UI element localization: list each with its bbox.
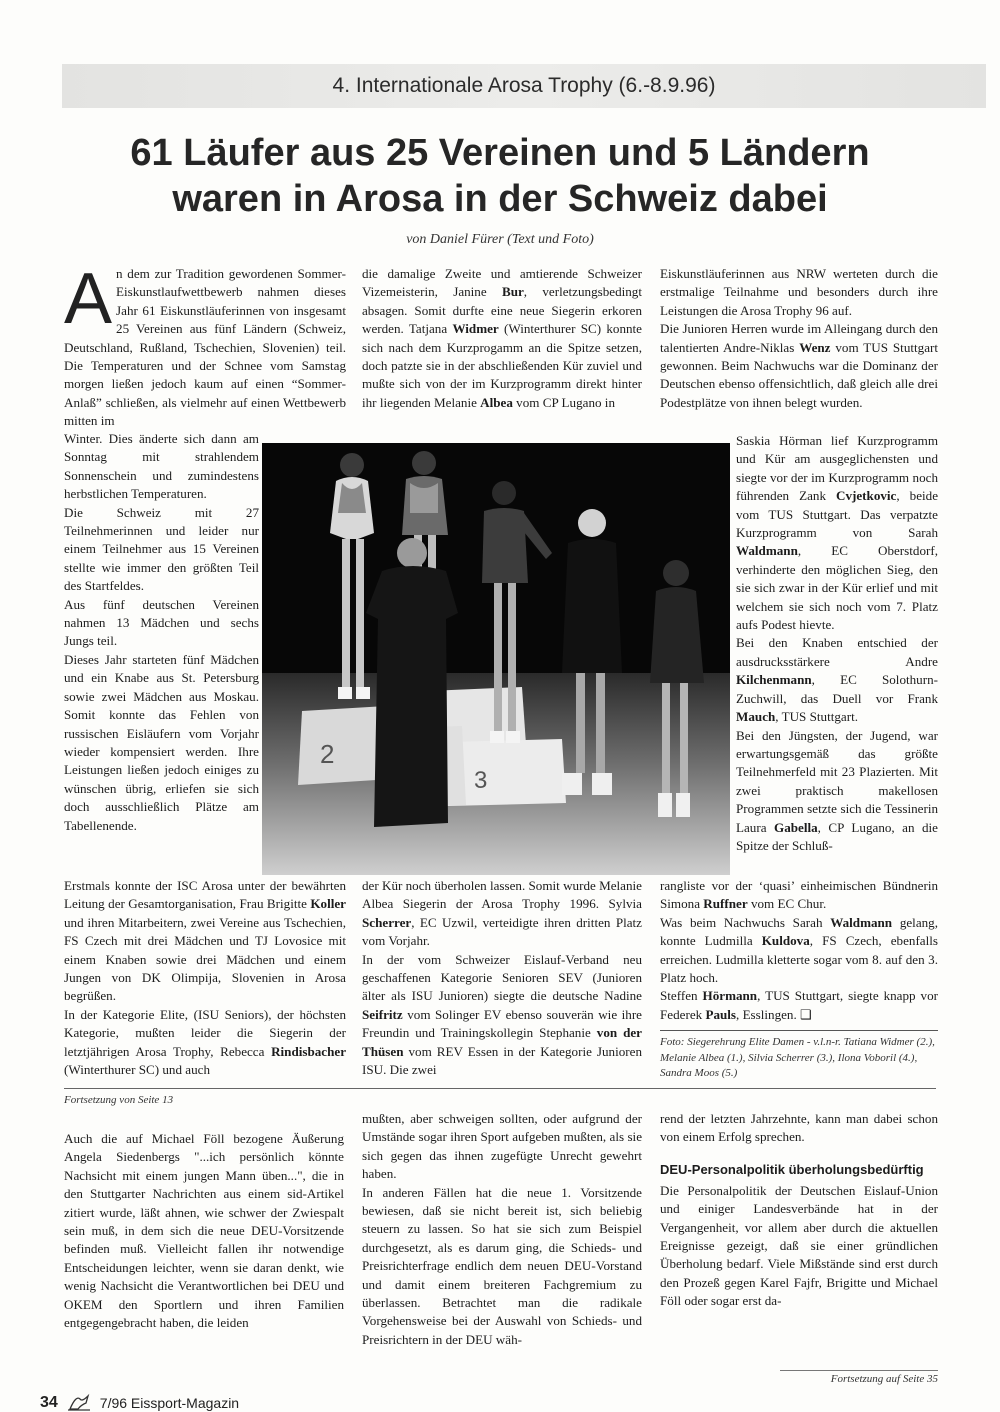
article-paragraph: Dieses Jahr starteten fünf Mädchen und ein Knabe aus St. Petersburg sowie zwei Mädchen aus Moskau. Somit konnte das Fehlen von russischen Eisläufern vom Vorjahr wieder kompensiert werden. Ihre Leistungen ließen jedoch einiges zu wünschen übrig, erliefen sie sich doch ausschließlich Plätze am Tabellenende. <box>64 651 259 833</box>
article-col1-top <box>64 259 346 431</box>
name-bold: Waldmann <box>830 914 893 930</box>
article-paragraph: rend der letzten Jahrzehnte, kann man dabei schon von einem Erfolg sprechen. <box>660 1111 938 1145</box>
article-col2-top <box>362 265 642 412</box>
article-paragraph: Aus fünf deutschen Vereinen nahmen 13 Mädchen und sechs Jungs teil. <box>64 596 259 649</box>
name-bold: Rindisbacher <box>271 1043 346 1059</box>
article-paragraph: rangliste vor der ‘quasi’ einheimischen Bündnerin Simona Ruffner vom EC Chur. <box>660 878 938 912</box>
name-bold: Pauls <box>705 1006 737 1022</box>
skater-logo-icon <box>66 1393 92 1412</box>
kicker-band: 4. Internationale Arosa Trophy (6.-8.9.96) <box>62 64 986 108</box>
section-divider <box>64 1088 936 1089</box>
article-paragraph: Bei den Knaben entschied der ausdrucksstärkere Andre Kilchenmann, EC Solothurn-Zuchwill, das Duell vor Frank Mauch, TUS Stuttgart. <box>736 635 938 725</box>
name-bold: Mauch <box>736 709 776 725</box>
article-paragraph: Die Junioren Herren wurde im Alleingang durch den talentierten Andre-Niklas Wenz vom TUS Stuttgart gewonnen. Beim Nachwuchs war die Dominanz der Deutschen ebenso offensichtlich, daß gleich alle drei Podestplätze von ihnen belegt wurden. <box>660 321 939 410</box>
page-footer <box>40 1394 239 1412</box>
article-paragraph: die damalige Zweite und amtierende Schweizer Vizemeisterin, Janine Bur, verletzungsbedingt absagen. Somit durfte eine neue Siegerin erkoren werden. Tatjana Widmer (Winterthurer SC) konnte sich nach dem Kurzprogamm an die Spitze setzen, doch patzte sie in der abschließenden Kür zuviel und mußte sich von der im Kurzprogramm direkt hinter ihr liegenden Melanie Albea vom CP Lugano in <box>362 266 642 410</box>
article-paragraph: Eiskunstläuferinnen aus NRW werteten durch die erstmalige Teilnahme und besonders durch ihre Leistungen die Arosa Trophy 96 auf. <box>660 266 938 318</box>
continuation-col3 <box>660 1110 938 1311</box>
name-bold: Kilchenmann <box>736 672 812 688</box>
name-bold: Albea <box>480 394 513 410</box>
name-bold: Koller <box>310 896 346 912</box>
headline <box>40 130 960 222</box>
article-col1-narrow <box>64 430 259 835</box>
article-paragraph: Was beim Nachwuchs Sarah Waldmann gelang, konnte Ludmilla Kuldova, FS Czech, ebenfalls erreichen. Ludmilla kletterte sogar vom 8. auf den 3. Platz hoch. <box>660 914 939 986</box>
byline: von Daniel Fürer (Text und Foto) <box>406 232 594 247</box>
name-bold: Hörmann <box>702 988 758 1004</box>
issue-label: 7/96 Eissport-Magazin <box>99 1395 240 1411</box>
article-paragraph: In der vom Schweizer Eislauf-Verband neu geschaffenen Kategorie Senioren SEV (Junioren älter als ISU Junioren) siegte die deutsche Nadine Seifritz vom Solinger EV ebenso souverän wie ihre Freundin und Trainingskollegin Stephanie von der Thüsen vom REV Essen in der Kategorie Junioren ISU. Die zwei <box>362 951 642 1078</box>
name-bold: Ruffner <box>703 896 748 912</box>
article-paragraph: Die Schweiz mit 27 Teilnehmerinnen und leider nur einem Teilnehmer aus 15 Vereinen stellte wie immer den größten Teil des Startfeldes. <box>64 504 259 594</box>
name-bold: Gabella <box>774 819 818 835</box>
article-paragraph: Steffen Hörmann, TUS Stuttgart, siegte knapp vor Federek Pauls, Esslingen. ❑ <box>660 988 938 1022</box>
continuation-col2 <box>362 1110 642 1349</box>
photo-caption: Foto: Siegerehrung Elite Damen - v.l.n-r. Tatiana Widmer (2.), Melanie Albea (1.), Silvia Scherrer (3.), Ilona Voboril (4.), Sandra Moos (5.) <box>660 1030 938 1082</box>
article-paragraph: Bei den Jüngsten, der Jugend, war erwartungsgemäß das größte Teilnehmerfeld mit 23 Plazierten. Mit zwei praktisch makellosen Programmen setzte sich die Tessinerin Laura Gabella, CP Lugano, an die Spitze der Schluß- <box>736 727 938 853</box>
article-paragraph: n dem zur Tradition gewordenen Sommer-Eiskunstlaufwettbewerb nahmen dieses Jahr 61 Eiskunstläuferinnen von insgesamt 25 Vereinen aus fünf Ländern (Schweiz, Deutschland, Rußland, Tschechien, Slovenien) teil. Die Temperaturen und der Schnee vom Samstag morgen ließen jedoch kaum auf einen “Sommer-Anlaß” schließen, als vielmehr auf einen Wettbewerb mitten im <box>64 266 346 429</box>
name-bold: Widmer <box>452 321 499 337</box>
name-bold: von der Thüsen <box>362 1025 642 1059</box>
drop-cap: A <box>64 259 113 339</box>
article-paragraph: Die Personalpolitik der Deutschen Eislauf-Union und einiger Landesverbände hat in der Vergangenheit, vor allem aber durch die aktuellen Ereignisse gezeigt, daß sie einer gründlichen Überholung bedarf. Viele Mißstände sind erst durch den Prozeß gegen Karel Fajfr, Brigitte und Michael Föll oder sogar erst da- <box>660 1182 938 1309</box>
continuation-col1 <box>64 1130 344 1332</box>
article-col3-side <box>736 432 938 855</box>
name-bold: Kuldova <box>761 933 810 949</box>
section-subheading: DEU-Personalpolitik überholungsbedürftig <box>660 1161 924 1177</box>
article-col1-bottom <box>64 877 346 1079</box>
name-bold: Scherrer <box>362 914 412 930</box>
continued-from-label: Fortsetzung von Seite 13 <box>64 1094 174 1106</box>
continued-on-label: Fortsetzung auf Seite 35 <box>780 1370 938 1385</box>
article-col3-top <box>660 265 938 412</box>
podium-photo <box>262 443 730 875</box>
name-bold: Seifritz <box>362 1006 403 1022</box>
podium-number-3: 3 <box>474 767 488 794</box>
podium-number-2: 2 <box>320 739 335 769</box>
podium-photo-illustration <box>262 443 730 875</box>
name-bold: Waldmann <box>736 543 798 559</box>
article-col3-bottom <box>660 877 938 1024</box>
presenter-figure <box>366 538 458 827</box>
article-paragraph: der Kür noch überholen lassen. Somit wurde Melanie Albea Siegerin der Arosa Trophy 1996. Sylvia Scherrer, EC Uzwil, verteidigte ihren dritten Platz vom Vorjahr. <box>362 878 642 949</box>
article-paragraph: Erstmals konnte der ISC Arosa unter der bewährten Leitung der Gesamtorganisation, Frau Brigitte Koller und ihren Mitarbeitern, zwei Vereine aus Tschechien, FS Czech mit drei Mädchen und TJ Lovosice mit einem Knaben sowie drei Mädchen und einem Jungen von DK Olimpija, Slovenien in Arosa begrüßen. <box>64 878 346 1004</box>
article-paragraph: mußten, aber schweigen sollten, oder aufgrund der Umstände sogar ihren Sport aufgeben mußten, als sie sich gegen das ihnen zugefügte Unrecht gewehrt haben. <box>362 1111 642 1182</box>
headline-line-1: 61 Läufer aus 25 Vereinen und 5 Ländern <box>130 132 870 174</box>
article-paragraph: In der Kategorie Elite, (ISU Seniors), der höchsten Kategorie, mußten leider die Siegerin der letztjährigen Arosa Trophy, Rebecca Rindisbacher (Winterthurer SC) und auch <box>64 1006 346 1078</box>
name-bold: Cvjetkovic <box>836 488 897 504</box>
page-number: 34 <box>40 1394 58 1411</box>
name-bold: Bur <box>501 284 524 300</box>
name-bold: Wenz <box>799 339 831 355</box>
article-paragraph: Saskia Hörman lief Kurzprogramm und Kür am ausgeglichensten und siegte vor der im Kurzprogramm noch führenden Zank Cvjetkovic, beide vom TUS Stuttgart. Das verpatzte Kurzprogramm von Sarah Waldmann, EC Oberstdorf, verhinderte den möglichen Sieg, den sie sich zwar in der Kür erlief und mit welchem sie sich noch vom 7. Platz aufs Podest hievte. <box>736 433 939 633</box>
article-paragraph: Winter. Dies änderte sich dann am Sonntag mit strahlendem Sonnenschein und zumindestens herbstlichen Temperaturen. <box>64 431 259 502</box>
article-paragraph: Auch die auf Michael Föll bezogene Äußerung Angela Siedenbergs "...ich persönlich könnte Nachsicht mit einem jungen Mann üben...", die in den Stuttgarter Nachrichten aus einem sid-Artikel zitiert wurde, läßt ahnen, wie schwer der Zwiespalt sein muß, in dem sich die neue DEU-Vorsitzende befinden muß. Vielleicht fallen ihr notwendige Entscheidungen leichter, wenn sie daran denkt, wie wenig Nachsicht die Verantwortlichen bei DEU und OKEM den Sportlern und ihren Familien entgegengebracht haben, die leiden <box>64 1131 344 1331</box>
article-col2-bottom <box>362 877 642 1079</box>
headline-line-2: waren in Arosa in der Schweiz dabei <box>172 178 828 220</box>
article-paragraph: In anderen Fällen hat die neue 1. Vorsitzende bewiesen, daß sie nicht bereit ist, sich beliebig steuern zu lassen. So hat sie sich zum Beispiel durchgesetzt, als es darum ging, die Schieds- und Preisrichterfrage endlich dem neuen DEU-Vorstand und damit einem breiteren Fachgremium zu überlassen. Betrachtet man die radikale Vorgehensweise bei der Auswahl von Schieds- und Preisrichtern in der DEU wäh- <box>362 1184 642 1347</box>
